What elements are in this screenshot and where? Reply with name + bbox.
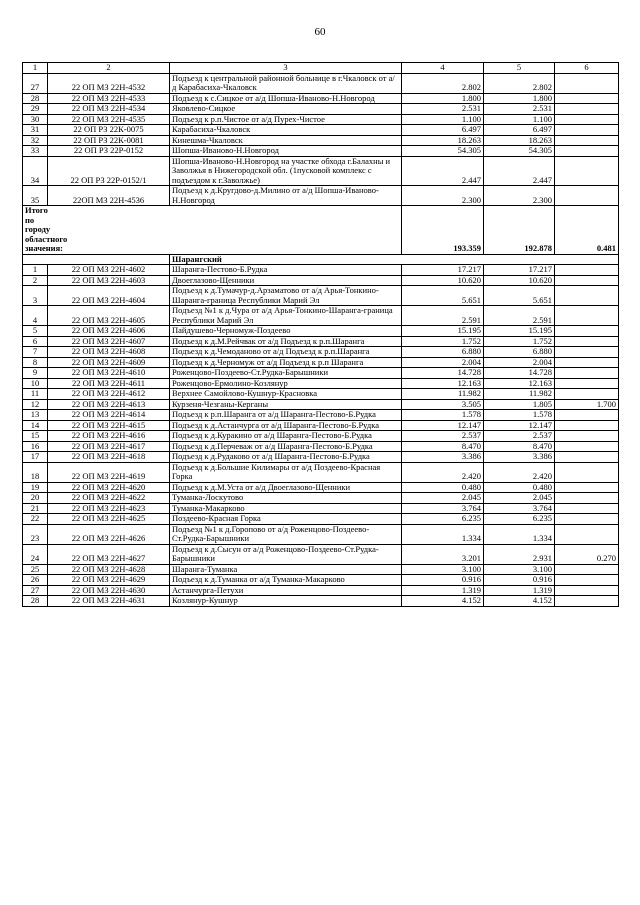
road-name: Кинешма-Чкаловск <box>170 135 402 146</box>
table-row <box>23 347 619 358</box>
road-code: 22 ОП МЗ 22Н-4618 <box>48 452 170 463</box>
row-number: 28 <box>23 596 48 607</box>
road-name: Роженцово-Ермолино-Козлянур <box>170 378 402 389</box>
row-number: 2 <box>23 275 48 286</box>
length-value: 15.195 <box>484 326 555 337</box>
row-number: 1 <box>23 265 48 276</box>
road-code: 22 ОП МЗ 22Н-4628 <box>48 564 170 575</box>
row-number: 14 <box>23 420 48 431</box>
row-number: 25 <box>23 564 48 575</box>
length-value <box>555 585 619 596</box>
road-code: 22 ОП РЗ 22К-0081 <box>48 135 170 146</box>
length-value: 2.537 <box>484 431 555 442</box>
length-value: 15.195 <box>402 326 484 337</box>
road-code: 22 ОП МЗ 22Н-4619 <box>48 462 170 482</box>
road-name: Подъезд к д.Рудаково от а/д Шаранга-Пестово-Б.Рудка <box>170 452 402 463</box>
length-value <box>555 564 619 575</box>
length-value: 4.152 <box>484 596 555 607</box>
length-value: 1.805 <box>484 399 555 410</box>
length-value: 54.305 <box>484 146 555 157</box>
header-cell: 5 <box>484 63 555 74</box>
row-number: 26 <box>23 575 48 586</box>
length-value <box>555 452 619 463</box>
row-number: 32 <box>23 135 48 146</box>
length-value: 6.880 <box>484 347 555 358</box>
length-value: 1.800 <box>484 93 555 104</box>
length-value: 10.620 <box>402 275 484 286</box>
length-value: 3.100 <box>402 564 484 575</box>
length-value <box>555 125 619 136</box>
length-value <box>555 420 619 431</box>
table-row <box>23 378 619 389</box>
road-code: 22 ОП РЗ 22Р-0152/1 <box>48 156 170 186</box>
table-row <box>23 336 619 347</box>
length-value <box>555 482 619 493</box>
length-value: 1.578 <box>402 410 484 421</box>
district-title: Шарангский <box>170 254 619 265</box>
road-name: Подъезд к д.М.Рейчвак от а/д Подъезд к р.п.Шаранга <box>170 336 402 347</box>
road-name: Пайдушево-Черномуж-Поздеево <box>170 326 402 337</box>
road-name: Подъезд к р.п.Чистое от а/д Пурех-Чистое <box>170 114 402 125</box>
road-name: Подъезд к д.Перчеваж от а/д Шаранга-Пестово-Б.Рудка <box>170 441 402 452</box>
road-name: Верхнее Самойлово-Кушнур-Красновка <box>170 389 402 400</box>
table-row <box>23 286 619 306</box>
table-row <box>23 275 619 286</box>
length-value: 1.752 <box>402 336 484 347</box>
road-code: 22 ОП МЗ 22Н-4615 <box>48 420 170 431</box>
length-value <box>555 104 619 115</box>
row-number: 8 <box>23 357 48 368</box>
road-name: Подъезд к д.Сысун от а/д Роженцово-Поздеево-Ст.Рудка-Барышники <box>170 544 402 564</box>
road-name: Двоеглазово-Щенники <box>170 275 402 286</box>
length-value <box>555 135 619 146</box>
length-value <box>555 186 619 206</box>
length-value <box>555 410 619 421</box>
table-row <box>23 104 619 115</box>
road-code: 22 ОП МЗ 22Н-4625 <box>48 514 170 525</box>
header-cell: 6 <box>555 63 619 74</box>
table-row <box>23 441 619 452</box>
length-value: 2.045 <box>402 493 484 504</box>
page-number: 60 <box>314 26 326 38</box>
length-value <box>555 493 619 504</box>
length-value: 6.497 <box>484 125 555 136</box>
district-row <box>23 254 619 265</box>
header-row <box>23 63 619 74</box>
table-row <box>23 368 619 379</box>
road-code: 22 ОП МЗ 22Н-4610 <box>48 368 170 379</box>
length-value: 2.802 <box>484 73 555 93</box>
row-number: 24 <box>23 544 48 564</box>
length-value: 6.880 <box>402 347 484 358</box>
length-value <box>555 336 619 347</box>
length-value: 1.100 <box>484 114 555 125</box>
road-code: 22 ОП МЗ 22Н-4631 <box>48 596 170 607</box>
road-code: 22 ОП МЗ 22Н-4614 <box>48 410 170 421</box>
road-name: Туманка-Лоскутово <box>170 493 402 504</box>
length-value: 5.651 <box>402 286 484 306</box>
table-row <box>23 114 619 125</box>
length-value: 12.147 <box>484 420 555 431</box>
table-row <box>23 146 619 157</box>
length-value: 1.319 <box>402 585 484 596</box>
road-name: Подъезд к с.Сицкое от а/д Шопша-Иваново-Н.Новгород <box>170 93 402 104</box>
length-value: 10.620 <box>484 275 555 286</box>
length-value <box>555 524 619 544</box>
road-code: 22 ОП МЗ 22Н-4609 <box>48 357 170 368</box>
length-value: 2.420 <box>402 462 484 482</box>
road-name: Подъезд к д.Чемоданово от а/д Подъезд к р.п.Шаранга <box>170 347 402 358</box>
row-number: 18 <box>23 462 48 482</box>
length-value: 5.651 <box>484 286 555 306</box>
length-value: 0.480 <box>402 482 484 493</box>
road-code: 22 ОП МЗ 22Н-4532 <box>48 73 170 93</box>
length-value: 54.305 <box>402 146 484 157</box>
length-value: 3.386 <box>484 452 555 463</box>
length-value <box>555 156 619 186</box>
road-name: Туманка-Макарково <box>170 503 402 514</box>
row-number: 29 <box>23 104 48 115</box>
length-value: 2.447 <box>484 156 555 186</box>
district-spacer <box>23 254 170 265</box>
length-value <box>555 275 619 286</box>
row-number: 20 <box>23 493 48 504</box>
table-row <box>23 389 619 400</box>
table-row <box>23 135 619 146</box>
length-value: 1.100 <box>402 114 484 125</box>
length-value: 11.982 <box>402 389 484 400</box>
length-value: 14.728 <box>484 368 555 379</box>
road-name: Подъезд к д.Черномуж от а/д Подъезд к р.п Шаранга <box>170 357 402 368</box>
header-cell: 3 <box>170 63 402 74</box>
length-value: 2.300 <box>484 186 555 206</box>
row-number: 4 <box>23 306 48 326</box>
length-value: 18.263 <box>402 135 484 146</box>
table-row <box>23 503 619 514</box>
road-name: Поздеево-Красная Горка <box>170 514 402 525</box>
length-value <box>555 286 619 306</box>
table-row <box>23 399 619 410</box>
road-code: 22 ОП МЗ 22Н-4616 <box>48 431 170 442</box>
length-value <box>555 306 619 326</box>
header-cell: 2 <box>48 63 170 74</box>
table-row <box>23 156 619 186</box>
roads-table-body <box>23 63 619 607</box>
road-name: Подъезд №1 к д.Чура от а/д Арья-Тонкино-Шаранга-граница Республики Марий Эл <box>170 306 402 326</box>
road-name: Шаранга-Пестово-Б.Рудка <box>170 265 402 276</box>
table-row <box>23 514 619 525</box>
road-code: 22 ОП МЗ 22Н-4630 <box>48 585 170 596</box>
row-number: 12 <box>23 399 48 410</box>
table-row <box>23 585 619 596</box>
row-number: 13 <box>23 410 48 421</box>
length-value <box>555 326 619 337</box>
road-code: 22 ОП МЗ 22Н-4611 <box>48 378 170 389</box>
header-cell: 1 <box>23 63 48 74</box>
road-name: Подъезд к д.М.Уста от а/д Двоеглазово-Щенники <box>170 482 402 493</box>
length-value: 2.537 <box>402 431 484 442</box>
table-row <box>23 596 619 607</box>
row-number: 35 <box>23 186 48 206</box>
road-name: Подъезд к д.Кругдово-д.Милино от а/д Шопша-Иваново-Н.Новгород <box>170 186 402 206</box>
length-value <box>555 431 619 442</box>
length-value: 2.420 <box>484 462 555 482</box>
length-value: 2.531 <box>402 104 484 115</box>
length-value: 0.916 <box>484 575 555 586</box>
length-value: 1.578 <box>484 410 555 421</box>
road-code: 22 ОП МЗ 22Н-4607 <box>48 336 170 347</box>
road-name: Шопша-Иваново-Н.Новгород <box>170 146 402 157</box>
table-row <box>23 564 619 575</box>
length-value <box>555 368 619 379</box>
length-value: 18.263 <box>484 135 555 146</box>
length-value <box>555 514 619 525</box>
row-number: 10 <box>23 378 48 389</box>
length-value: 4.152 <box>402 596 484 607</box>
road-code: 22 ОП МЗ 22Н-4622 <box>48 493 170 504</box>
row-number: 21 <box>23 503 48 514</box>
road-code: 22 ОП МЗ 22Н-4629 <box>48 575 170 586</box>
table-row <box>23 524 619 544</box>
road-name: Подъезд к центральной районной больнице в г.Чкаловск от а/д Карабасиха-Чкаловск <box>170 73 402 93</box>
road-name: Карабасиха-Чкаловск <box>170 125 402 136</box>
table-row <box>23 306 619 326</box>
total-label: Итого по городу областного значения: <box>23 206 402 255</box>
table-row <box>23 452 619 463</box>
length-value: 1.800 <box>402 93 484 104</box>
length-value: 17.217 <box>484 265 555 276</box>
row-number: 23 <box>23 524 48 544</box>
length-value: 3.100 <box>484 564 555 575</box>
road-code: 22 ОП МЗ 22Н-4535 <box>48 114 170 125</box>
length-value <box>555 378 619 389</box>
road-code: 22 ОП МЗ 22Н-4623 <box>48 503 170 514</box>
row-number: 6 <box>23 336 48 347</box>
length-value: 3.386 <box>402 452 484 463</box>
length-value: 0.916 <box>402 575 484 586</box>
length-value <box>555 389 619 400</box>
length-value: 12.163 <box>484 378 555 389</box>
length-value: 3.764 <box>402 503 484 514</box>
row-number: 22 <box>23 514 48 525</box>
length-value: 1.700 <box>555 399 619 410</box>
roads-table <box>22 62 619 607</box>
road-code: 22 ОП МЗ 22Н-4603 <box>48 275 170 286</box>
length-value <box>555 596 619 607</box>
length-value <box>555 265 619 276</box>
road-code: 22 ОП МЗ 22Н-4613 <box>48 399 170 410</box>
table-row <box>23 575 619 586</box>
row-number: 28 <box>23 93 48 104</box>
table-row <box>23 186 619 206</box>
road-code: 22 ОП МЗ 22Н-4617 <box>48 441 170 452</box>
length-value: 1.752 <box>484 336 555 347</box>
road-name: Астанчурга-Петухи <box>170 585 402 596</box>
length-value: 2.004 <box>402 357 484 368</box>
length-value <box>555 146 619 157</box>
length-value: 3.505 <box>402 399 484 410</box>
road-name: Подъезд №1 к д.Горопово от а/д Роженцово-Поздеево-Ст.Рудка-Барышники <box>170 524 402 544</box>
row-number: 9 <box>23 368 48 379</box>
length-value <box>555 575 619 586</box>
length-value: 8.470 <box>402 441 484 452</box>
table-row <box>23 410 619 421</box>
road-code: 22 ОП РЗ 22Р-0152 <box>48 146 170 157</box>
length-value: 2.591 <box>402 306 484 326</box>
road-name: Подъезд к д.Тумачур-д.Арзаматово от а/д Арья-Тонкино-Шаранга-граница Республики Марий Эл <box>170 286 402 306</box>
length-value: 6.235 <box>402 514 484 525</box>
road-code: 22 ОП МЗ 22Н-4533 <box>48 93 170 104</box>
total-row <box>23 206 619 255</box>
road-name: Подъезд к д.Большие Килимары от а/д Поздеево-Красная Горка <box>170 462 402 482</box>
row-number: 3 <box>23 286 48 306</box>
length-value: 12.147 <box>402 420 484 431</box>
length-value: 0.481 <box>555 206 619 255</box>
length-value: 3.764 <box>484 503 555 514</box>
table-row <box>23 326 619 337</box>
table-row <box>23 493 619 504</box>
length-value: 6.235 <box>484 514 555 525</box>
length-value: 2.531 <box>484 104 555 115</box>
road-name: Шопша-Иваново-Н.Новгород на участке обхода г.Балахны и Заволжья в Нижегородской обл. (1пусковой комплекс с подъездом к г.Заволжье) <box>170 156 402 186</box>
length-value: 2.591 <box>484 306 555 326</box>
row-number: 15 <box>23 431 48 442</box>
row-number: 34 <box>23 156 48 186</box>
table-row <box>23 544 619 564</box>
road-code: 22 ОП МЗ 22Н-4602 <box>48 265 170 276</box>
table-row <box>23 431 619 442</box>
row-number: 27 <box>23 73 48 93</box>
road-code: 22 ОП МЗ 22Н-4626 <box>48 524 170 544</box>
road-name: Роженцово-Поздеево-Ст.Рудка-Барышники <box>170 368 402 379</box>
length-value: 6.497 <box>402 125 484 136</box>
row-number: 33 <box>23 146 48 157</box>
road-name: Курзеня-Чезганы-Керганы <box>170 399 402 410</box>
road-name: Подъезд к д.Куракино от а/д Шаранга-Пестово-Б.Рудка <box>170 431 402 442</box>
length-value <box>555 347 619 358</box>
length-value <box>555 357 619 368</box>
length-value: 17.217 <box>402 265 484 276</box>
length-value: 2.447 <box>402 156 484 186</box>
length-value: 1.334 <box>484 524 555 544</box>
row-number: 27 <box>23 585 48 596</box>
road-code: 22ОП МЗ 22Н-4536 <box>48 186 170 206</box>
row-number: 17 <box>23 452 48 463</box>
length-value: 193.359 <box>402 206 484 255</box>
table-row <box>23 73 619 93</box>
row-number: 31 <box>23 125 48 136</box>
row-number: 30 <box>23 114 48 125</box>
length-value: 0.480 <box>484 482 555 493</box>
length-value <box>555 503 619 514</box>
table-row <box>23 125 619 136</box>
table-row <box>23 462 619 482</box>
road-code: 22 ОП МЗ 22Н-4604 <box>48 286 170 306</box>
length-value: 12.163 <box>402 378 484 389</box>
length-value: 1.319 <box>484 585 555 596</box>
length-value: 11.982 <box>484 389 555 400</box>
row-number: 11 <box>23 389 48 400</box>
road-code: 22 ОП РЗ 22К-0075 <box>48 125 170 136</box>
header-cell: 4 <box>402 63 484 74</box>
road-name: Козлянур-Кушнур <box>170 596 402 607</box>
row-number: 5 <box>23 326 48 337</box>
row-number: 7 <box>23 347 48 358</box>
length-value: 0.270 <box>555 544 619 564</box>
length-value: 1.334 <box>402 524 484 544</box>
table-row <box>23 265 619 276</box>
road-code: 22 ОП МЗ 22Н-4608 <box>48 347 170 358</box>
length-value <box>555 441 619 452</box>
road-name: Подъезд к р.п.Шаранга от а/д Шаранга-Пестово-Б.Рудка <box>170 410 402 421</box>
length-value <box>555 114 619 125</box>
length-value: 192.878 <box>484 206 555 255</box>
table-row <box>23 357 619 368</box>
road-code: 22 ОП МЗ 22Н-4627 <box>48 544 170 564</box>
road-name: Подъезд к д.Туманка от а/д Туманка-Макарково <box>170 575 402 586</box>
length-value: 2.931 <box>484 544 555 564</box>
length-value <box>555 462 619 482</box>
length-value: 2.300 <box>402 186 484 206</box>
row-number: 16 <box>23 441 48 452</box>
road-code: 22 ОП МЗ 22Н-4606 <box>48 326 170 337</box>
length-value: 14.728 <box>402 368 484 379</box>
table-row <box>23 482 619 493</box>
row-number: 19 <box>23 482 48 493</box>
length-value: 8.470 <box>484 441 555 452</box>
table-row <box>23 93 619 104</box>
road-code: 22 ОП МЗ 22Н-4620 <box>48 482 170 493</box>
length-value <box>555 93 619 104</box>
length-value: 2.045 <box>484 493 555 504</box>
table-row <box>23 420 619 431</box>
road-name: Яковлево-Сицкое <box>170 104 402 115</box>
length-value <box>555 73 619 93</box>
road-code: 22 ОП МЗ 22Н-4612 <box>48 389 170 400</box>
road-code: 22 ОП МЗ 22Н-4534 <box>48 104 170 115</box>
road-code: 22 ОП МЗ 22Н-4605 <box>48 306 170 326</box>
road-name: Шаранга-Туманка <box>170 564 402 575</box>
length-value: 2.802 <box>402 73 484 93</box>
road-name: Подъезд к д.Астанчурга от а/д Шаранга-Пестово-Б.Рудка <box>170 420 402 431</box>
length-value: 3.201 <box>402 544 484 564</box>
length-value: 2.004 <box>484 357 555 368</box>
